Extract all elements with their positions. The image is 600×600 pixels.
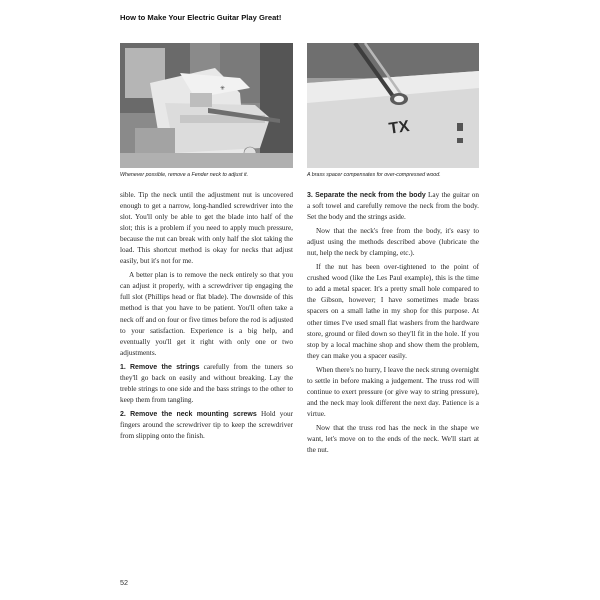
paragraph: When there's no hurry, I leave the neck strung overnight to settle in before making a judgement. The truss rod will continue to exert pressure (or give way to string pressure), and the neck may look different the next day. Patience is a virtue. xyxy=(307,365,479,418)
text-column-right xyxy=(307,190,479,459)
figure-caption: A brass spacer compensates for over-compressed wood. xyxy=(307,172,441,178)
page-number: 52 xyxy=(120,578,128,587)
step-title: Separate the neck from the body xyxy=(315,192,426,199)
paragraph: If the nut has been over-tightened to the point of crushed wood (like the Les Paul example), this is the time to add a metal spacer. It's a pretty small hole compared to the Gibson, however; I have sometimes made brass spacers on a small lathe in my shop for this purpose. At other times I've used small flat washers from the hardware store, ground or filed down so they'll fit in the hole. If you stop by a local machine shop and show them the problem, they can make you a spacer easily. xyxy=(307,263,479,360)
paragraph: sible. Tip the neck until the adjustment nut is uncovered enough to get a narrow, long-handled screwdriver into the slot. You'll only be able to get the blade into half of the slot; this is a problem if you need to apply much pressure, because the nut can break with only half the slot taking the load. This shortcut method is okay for necks that adjust easily, but it's not for me. xyxy=(120,191,293,266)
step-text: Lay the guitar on a soft towel and carefully remove the neck from the body. Set the body and the strings aside. xyxy=(307,191,480,222)
figure-caption: Whenever possible, remove a Fender neck to adjust it. xyxy=(120,172,249,178)
text-column-left xyxy=(120,190,293,445)
running-title: How to Make Your Electric Guitar Play Great! xyxy=(120,13,282,22)
svg-text:TX: TX xyxy=(387,118,411,138)
step-title: Remove the strings xyxy=(129,363,200,371)
paragraph: Now that the truss rod has the neck in the shape we want, let's move on to the ends of the neck. We'll start at the nut. xyxy=(307,423,479,455)
step-3 xyxy=(307,190,479,223)
step-number: 1. xyxy=(120,363,126,371)
step-title: Remove the neck mounting screws xyxy=(130,410,257,418)
step-1 xyxy=(120,362,293,406)
photo-brass-spacer xyxy=(307,43,479,168)
figure-fender-neck xyxy=(120,43,293,178)
fender-neck-image xyxy=(120,43,293,168)
step-text: carefully from the tuners so they'll go back on easily and without breaking. Lay the treble strings to one side and the bass strings to the other to keep them from tangling. xyxy=(120,362,293,404)
paragraph: A better plan is to remove the neck entirely so that you can adjust it properly, with a screwdriver tip engaging the full slot (Phillips head or flat blade). The downside of this method is that you have to be patient. You'll often take a neck off and on four or five times before the rod is adjusted to your satisfaction. Experience is a big help, and eventually you'll get it right with only one or two adjustments. xyxy=(120,271,293,357)
paragraph: Now that the neck's free from the body, it's easy to adjust using the methods described above (lubricate the nut, help the neck by clamping, etc.). xyxy=(307,227,479,258)
step-number: 2. xyxy=(120,410,126,418)
photo-fender-neck xyxy=(120,43,293,168)
brass-spacer-image xyxy=(307,43,479,168)
step-number: 3. xyxy=(307,192,313,199)
step-2 xyxy=(120,409,293,442)
figure-brass-spacer xyxy=(307,43,479,178)
svg-text:✳: ✳ xyxy=(220,86,226,92)
step-text: Hold your fingers around the screwdriver tip to keep the screwdriver from slipping onto the finish. xyxy=(120,409,294,440)
